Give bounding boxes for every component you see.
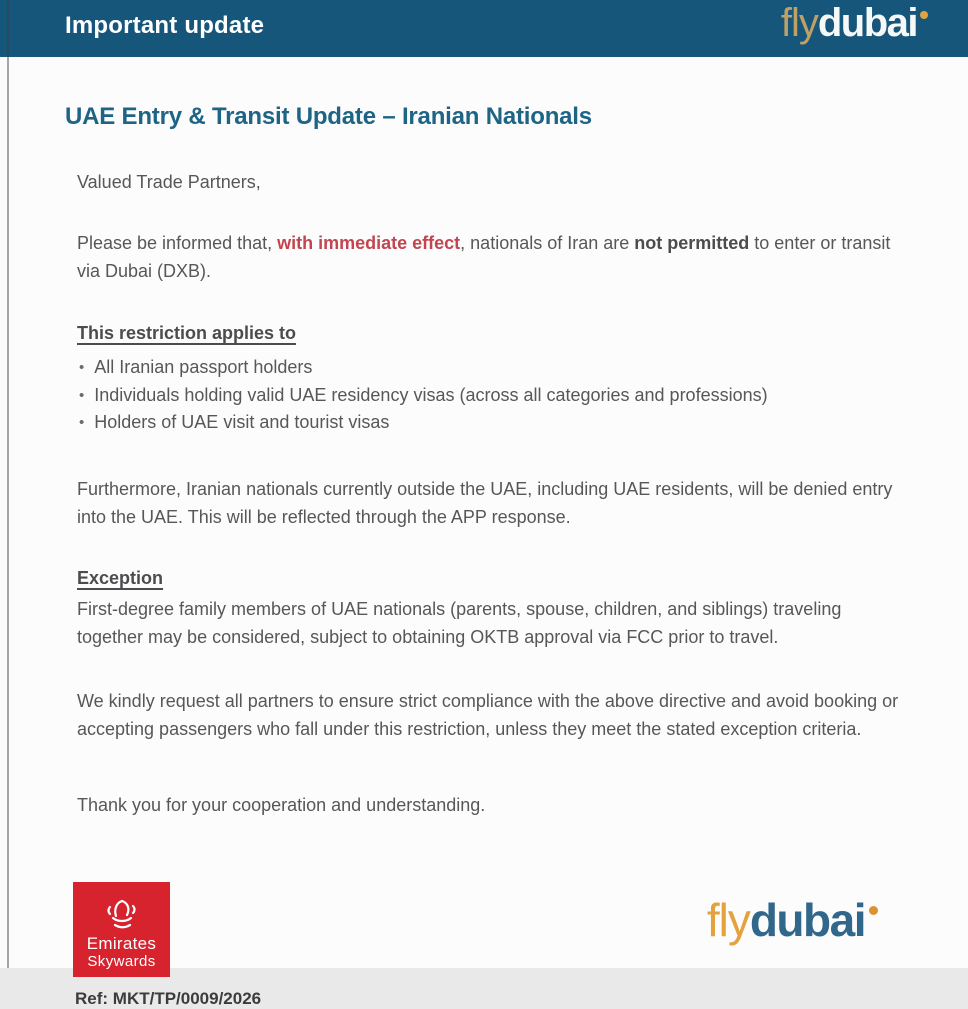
text-segment-normal: , nationals of Iran are bbox=[460, 233, 635, 253]
text-segment-bold: not permitted bbox=[634, 233, 750, 253]
furthermore-paragraph: Furthermore, Iranian nationals currently outside the UAE, including UAE residents, will be denied entry into the UAE. This will be reflected through the APP response. bbox=[77, 478, 893, 527]
intro-paragraph bbox=[77, 229, 909, 285]
exception-paragraph: First-degree family members of UAE nationals (parents, spouse, children, and siblings) traveling together may be considered, subject to obtaining OKTB approval via FCC prior to travel. bbox=[77, 598, 842, 647]
bullet-icon: • bbox=[79, 359, 85, 376]
restriction-heading: This restriction applies to bbox=[77, 323, 297, 343]
flydubai-logo-fly-text: fly bbox=[780, 0, 818, 45]
bullet-icon: • bbox=[79, 386, 85, 404]
flydubai-dot-icon bbox=[920, 11, 928, 19]
bullet-text: All Iranian passport holders bbox=[94, 357, 313, 377]
emirates-logo-text: Emirates bbox=[86, 933, 157, 953]
exception-heading: Exception bbox=[77, 567, 164, 588]
list-item bbox=[79, 409, 899, 437]
page-title: UAE Entry & Transit Update – Iranian Nationals bbox=[65, 103, 592, 130]
emirates-calligraphy-icon bbox=[102, 898, 142, 932]
text-segment-normal: Please be informed that, bbox=[77, 233, 278, 253]
list-item bbox=[79, 354, 899, 382]
bullet-icon: • bbox=[79, 414, 85, 431]
flydubai-logo-dubai-text: dubai bbox=[749, 894, 865, 946]
reference-number: Ref: MKT/TP/0009/2026 bbox=[75, 988, 262, 1008]
flydubai-dot-icon bbox=[869, 906, 878, 915]
closing-paragraph: Thank you for your cooperation and understanding. bbox=[77, 794, 486, 815]
flydubai-logo-dubai-text: dubai bbox=[817, 0, 917, 45]
bullet-text: Holders of UAE visit and tourist visas bbox=[94, 412, 390, 432]
text-segment-red: with immediate effect bbox=[277, 233, 461, 253]
notice-body bbox=[0, 103, 968, 1009]
footer-logos bbox=[65, 882, 918, 977]
restriction-bullet-list bbox=[79, 354, 918, 437]
header-bar bbox=[0, 0, 968, 57]
header-title: Important update bbox=[65, 11, 265, 39]
salutation-text: Valued Trade Partners, bbox=[77, 172, 261, 192]
request-paragraph: We kindly request all partners to ensure strict compliance with the above directive and avoid booking or accepting passengers who fall under this restriction, unless they meet the stated exception criteria. bbox=[77, 690, 899, 739]
list-item bbox=[79, 382, 899, 410]
flydubai-logo-footer bbox=[706, 894, 878, 946]
text-segment-normal: to enter or transit via Dubai (DXB). bbox=[77, 233, 891, 281]
skywards-logo-text: Skywards bbox=[87, 952, 156, 970]
flydubai-logo-fly-text: fly bbox=[706, 894, 750, 946]
bullet-text: Individuals holding valid UAE residency visas (across all categories and professions) bbox=[94, 384, 768, 405]
flydubai-logo-header bbox=[780, 0, 928, 45]
emirates-skywards-logo bbox=[73, 882, 170, 977]
